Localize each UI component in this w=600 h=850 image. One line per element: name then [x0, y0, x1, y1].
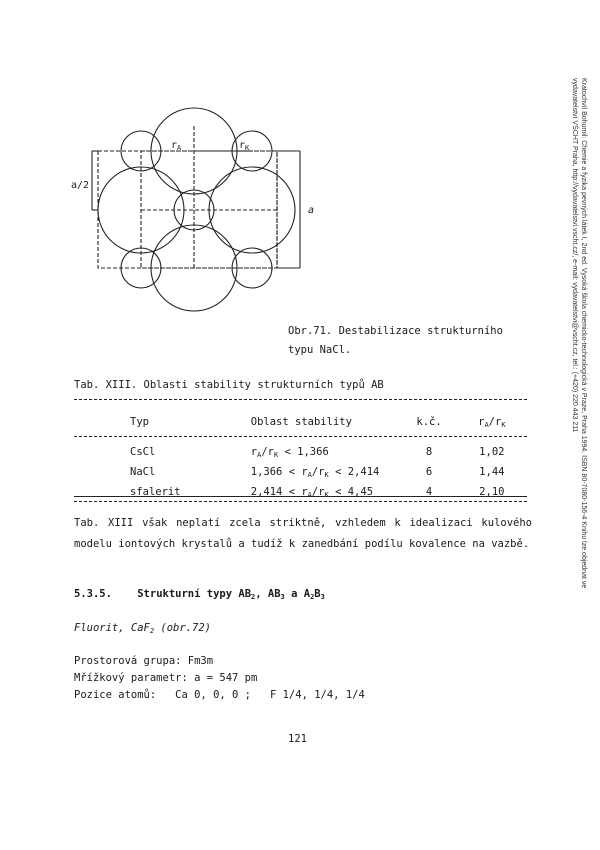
header-ratio: $r_A/r_K$ [478, 415, 506, 429]
cell-oblast: $1,366 < r_A/r_K < 2,414$ [250, 465, 380, 479]
cell-ratio: 1,02 [479, 446, 505, 458]
table-row [74, 462, 527, 482]
table-bottom-rule-2 [74, 501, 527, 502]
cell-ratio: 1,44 [479, 466, 505, 478]
cell-typ: CsCl [130, 446, 156, 458]
subsection-heading: Fluorit, CaF$_2$ (obr.72) [74, 622, 211, 635]
lattice-line: Mřížkový parametr: a = 547 pm [74, 672, 258, 684]
table-row [74, 442, 527, 462]
section-heading: 5.3.5. Strukturní typy $AB_2$, $AB_3$ a $A_2B_3$ [74, 588, 325, 601]
caption-line-2: typu NaCl. [288, 344, 352, 356]
cell-typ: NaCl [130, 466, 156, 478]
page-number: 121 [288, 733, 307, 745]
table-header-rule [74, 436, 527, 437]
header-kc: k.č. [416, 416, 442, 428]
table-top-rule [74, 399, 527, 400]
cell-kc: 8 [425, 446, 433, 458]
cell-kc: 6 [425, 466, 433, 478]
header-oblast: Oblast stability [250, 416, 352, 428]
space-group-line: Prostorová grupa: Fm3m [74, 655, 214, 667]
table-title: Tab. XIII. Oblasti stability strukturních typů AB [74, 379, 384, 391]
label-a: a [308, 205, 315, 216]
label-rK: $r_K$ [239, 140, 250, 152]
figure-caption [288, 322, 538, 360]
label-a-half: a/2 [71, 180, 90, 191]
positions-line: Pozice atomů: Ca 0, 0, 0 ; F 1/4, 1/4, 1/4 [74, 689, 365, 701]
table-header-row [74, 412, 527, 432]
cell-ratio: 2,10 [479, 486, 505, 498]
cell-typ: sfalerit [130, 486, 181, 498]
label-rA: $r_A$ [171, 140, 182, 152]
cell-kc: 4 [425, 486, 433, 498]
table-row [74, 482, 527, 502]
header-typ: Typ [130, 416, 149, 428]
cell-oblast: $2,414 < r_A/r_K < 4,45$ [250, 485, 374, 499]
caption-line-1: Obr.71. Destabilizace strukturního [288, 325, 503, 337]
table-bottom-rule [74, 496, 527, 497]
nacl-destabilization-figure [55, 100, 315, 320]
body-paragraph: Tab. XIII však neplatí zcela striktně, vzhledem k idealizaci kulového modelu iontových krystalů a tudíž k zanedbání podílu kovalence na vazbě. [74, 517, 532, 550]
cell-oblast: $r_A/r_K < 1,366$ [250, 445, 329, 459]
citation-sidebar: Kratochvíl Bohumil: Chemie a fyzika pevných látek I, 2nd ed. Vysoká škola chemicko-technologická v Praze, Praha 1994. ISBN 80-7080-156-4 Knihu lze objednat ve vydavatelství VŠCHT Praha, http://vydavatelstvi.vscht.cz/, e-mail: vydavatelstvi@vscht.cz, tel.: (+420) 220 443 211 [571, 78, 587, 589]
stability-table [74, 412, 527, 502]
